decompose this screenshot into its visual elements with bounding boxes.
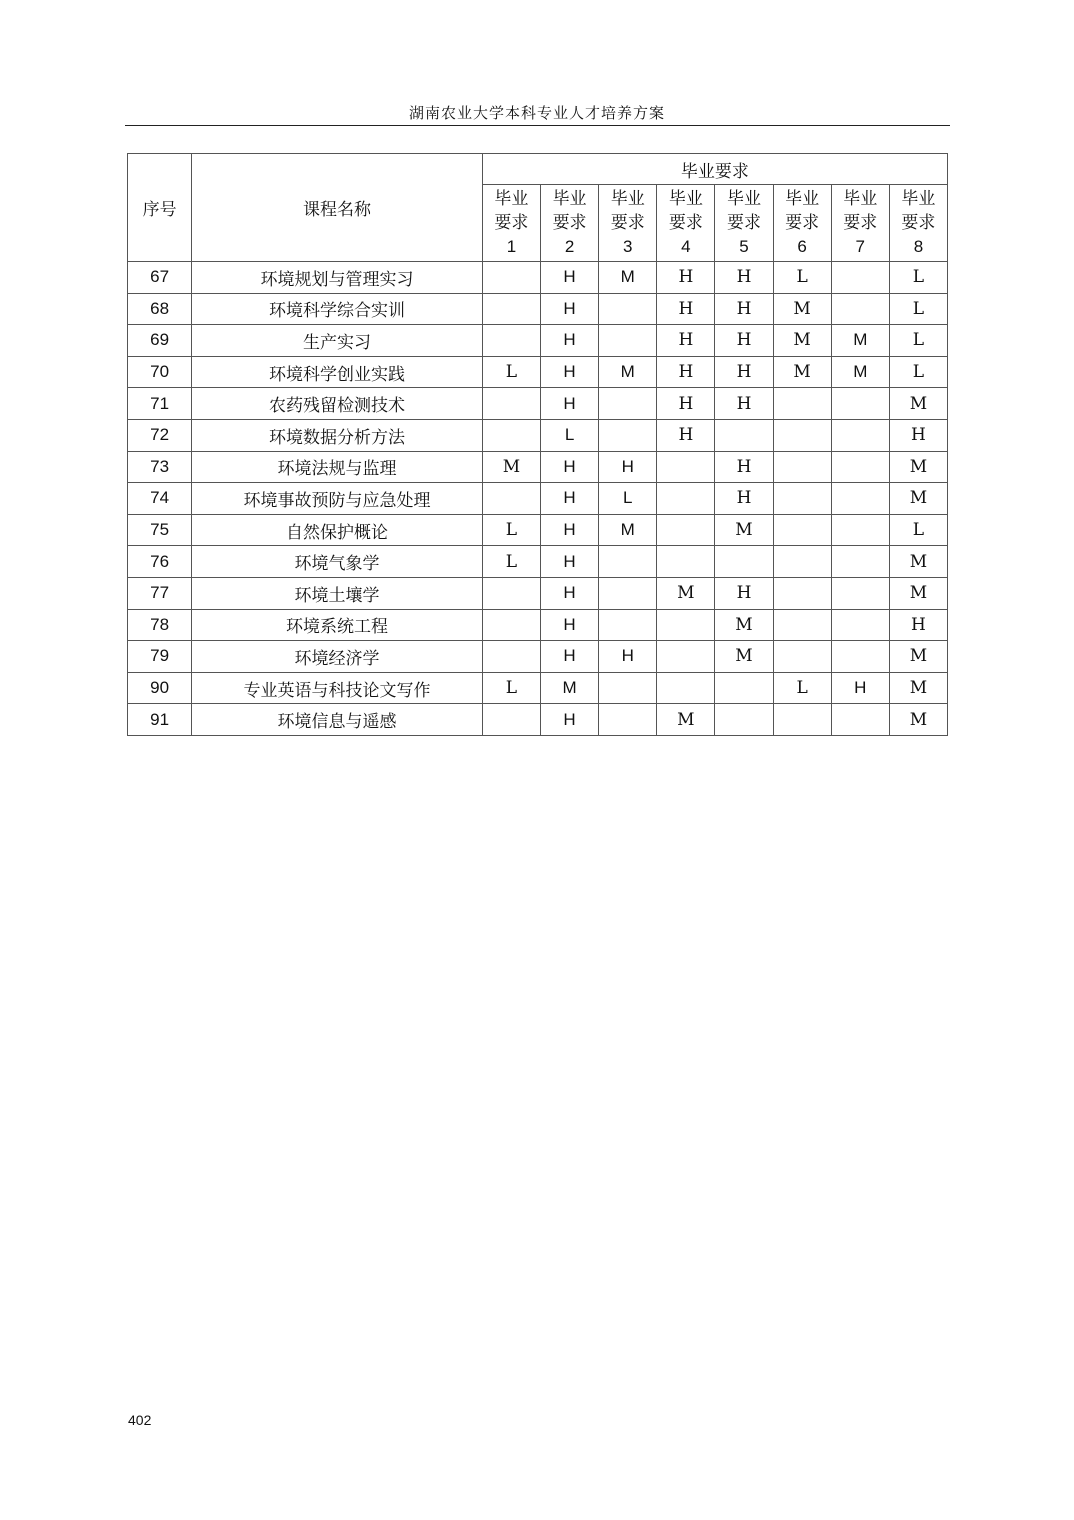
requirement-cell-2: H [541, 577, 599, 609]
requirement-cell-5 [715, 672, 773, 704]
requirement-cell-4 [657, 546, 715, 578]
requirement-cell-3 [599, 293, 657, 325]
table-row [128, 262, 948, 294]
requirement-cell-2: H [541, 388, 599, 420]
requirement-cell-1: L [482, 514, 540, 546]
requirement-cell-3: M [599, 356, 657, 388]
requirement-cell-3 [599, 704, 657, 736]
header-requirement-2 [541, 185, 599, 262]
requirement-cell-3: L [599, 483, 657, 515]
header-requirement-line: 毕业 [610, 189, 645, 209]
requirement-cell-7 [831, 514, 889, 546]
requirement-cell-1 [482, 483, 540, 515]
header-requirement-3 [599, 185, 657, 262]
requirement-cell-2: H [541, 356, 599, 388]
requirement-cell-7 [831, 293, 889, 325]
requirement-cell-6: L [773, 672, 831, 704]
header-requirement-line: 4 [681, 237, 691, 256]
row-course-name: 环境规划与管理实习 [192, 262, 483, 294]
requirement-cell-2: H [541, 293, 599, 325]
requirement-cell-6 [773, 514, 831, 546]
header-requirement-line: 8 [913, 237, 924, 256]
requirement-cell-6 [773, 641, 831, 673]
requirement-cell-4: M [657, 704, 715, 736]
requirement-cell-7: H [831, 672, 889, 704]
row-course-name: 环境经济学 [192, 641, 483, 673]
header-requirement-line: 要求 [843, 213, 878, 233]
requirement-cell-4 [657, 609, 715, 641]
requirement-cell-5: H [715, 293, 773, 325]
row-seq: 91 [128, 704, 192, 736]
requirement-cell-2: H [541, 704, 599, 736]
row-seq: 90 [128, 672, 192, 704]
row-seq: 72 [128, 419, 192, 451]
requirement-cell-2: H [541, 546, 599, 578]
requirement-cell-2: M [541, 672, 599, 704]
requirement-cell-3 [599, 419, 657, 451]
requirement-cell-2: H [541, 451, 599, 483]
requirement-cell-6: M [773, 325, 831, 357]
requirement-cell-2: H [541, 483, 599, 515]
table-row [128, 609, 948, 641]
requirement-cell-2: H [541, 325, 599, 357]
requirement-cell-8: M [889, 483, 947, 515]
requirement-cell-3 [599, 609, 657, 641]
header-requirement-1 [482, 185, 540, 262]
table-row [128, 451, 948, 483]
requirement-cell-3 [599, 546, 657, 578]
header-requirement-line: 要求 [494, 213, 529, 233]
requirement-cell-5: M [715, 514, 773, 546]
requirement-cell-3: H [599, 641, 657, 673]
requirement-cell-4 [657, 514, 715, 546]
page-number: 402 [128, 1412, 152, 1428]
requirement-cell-1 [482, 609, 540, 641]
requirement-cell-8: L [889, 293, 947, 325]
requirement-cell-5: H [715, 451, 773, 483]
requirement-cell-4: H [657, 262, 715, 294]
requirement-cell-4: H [657, 293, 715, 325]
requirement-cell-4 [657, 672, 715, 704]
row-seq: 76 [128, 546, 192, 578]
requirement-cell-5 [715, 704, 773, 736]
requirement-cell-6 [773, 704, 831, 736]
requirement-cell-7 [831, 388, 889, 420]
requirement-cell-2: H [541, 262, 599, 294]
row-seq: 67 [128, 262, 192, 294]
requirement-cell-8: M [889, 641, 947, 673]
table-row [128, 388, 948, 420]
requirement-cell-1 [482, 293, 540, 325]
requirement-cell-5: H [715, 388, 773, 420]
requirement-cell-6 [773, 419, 831, 451]
requirement-cell-1: M [482, 451, 540, 483]
header-requirement-line: 1 [506, 237, 517, 256]
requirement-cell-2: H [541, 514, 599, 546]
header-requirement-6 [773, 185, 831, 262]
requirement-cell-5: H [715, 356, 773, 388]
row-seq: 79 [128, 641, 192, 673]
header-requirement-line: 要求 [552, 213, 587, 233]
requirement-cell-8: H [889, 419, 947, 451]
row-course-name: 自然保护概论 [192, 514, 483, 546]
header-requirement-line: 3 [622, 237, 633, 256]
requirement-cell-4 [657, 483, 715, 515]
table-row [128, 704, 948, 736]
row-course-name: 环境法规与监理 [192, 451, 483, 483]
requirement-cell-6 [773, 388, 831, 420]
requirement-cell-8: M [889, 577, 947, 609]
requirement-cell-5: M [715, 609, 773, 641]
requirement-cell-6 [773, 577, 831, 609]
row-course-name: 生产实习 [192, 325, 483, 357]
requirement-cell-4: H [657, 325, 715, 357]
row-seq: 75 [128, 514, 192, 546]
requirement-cell-1: L [482, 546, 540, 578]
requirement-cell-7 [831, 609, 889, 641]
requirement-cell-1: L [482, 672, 540, 704]
requirement-cell-1 [482, 388, 540, 420]
row-course-name: 农药残留检测技术 [192, 388, 483, 420]
page-header-title: 湖南农业大学本科专业人才培养方案 [408, 104, 665, 122]
table-row [128, 419, 948, 451]
requirement-cell-8: L [889, 356, 947, 388]
header-seq: 序号 [128, 154, 192, 262]
row-seq: 68 [128, 293, 192, 325]
header-rule [125, 125, 950, 126]
row-seq: 77 [128, 577, 192, 609]
row-course-name: 环境土壤学 [192, 577, 483, 609]
requirement-cell-7 [831, 419, 889, 451]
header-requirement-7 [831, 185, 889, 262]
table-row [128, 577, 948, 609]
header-requirement-line: 要求 [668, 213, 703, 233]
requirement-cell-7 [831, 483, 889, 515]
requirement-cell-4 [657, 451, 715, 483]
requirement-cell-8: L [889, 262, 947, 294]
requirement-cell-5: M [715, 641, 773, 673]
table-row [128, 514, 948, 546]
requirement-cell-4: H [657, 419, 715, 451]
requirement-cell-1: L [482, 356, 540, 388]
row-seq: 71 [128, 388, 192, 420]
requirement-cell-3: H [599, 451, 657, 483]
requirement-cell-7: M [831, 325, 889, 357]
requirement-cell-6 [773, 546, 831, 578]
table-row [128, 483, 948, 515]
requirement-cell-4 [657, 641, 715, 673]
row-course-name: 环境科学创业实践 [192, 356, 483, 388]
row-course-name: 专业英语与科技论文写作 [192, 672, 483, 704]
requirement-cell-1 [482, 577, 540, 609]
requirement-cell-8: L [889, 325, 947, 357]
row-seq: 69 [128, 325, 192, 357]
header-requirement-line: 毕业 [494, 189, 529, 209]
header-requirement-8 [889, 185, 947, 262]
header-requirement-4 [657, 185, 715, 262]
requirement-cell-7 [831, 641, 889, 673]
requirement-cell-6 [773, 483, 831, 515]
requirement-cell-6 [773, 609, 831, 641]
header-requirement-line: 要求 [785, 213, 820, 233]
requirement-cell-4: M [657, 577, 715, 609]
header-course-name: 课程名称 [192, 154, 483, 262]
header-requirement-5 [715, 185, 773, 262]
requirement-cell-2: H [541, 641, 599, 673]
requirement-cell-3: M [599, 514, 657, 546]
requirement-cell-7 [831, 704, 889, 736]
requirement-cell-2: H [541, 609, 599, 641]
header-requirement-line: 毕业 [668, 189, 703, 209]
requirement-cell-8: M [889, 546, 947, 578]
row-seq: 73 [128, 451, 192, 483]
header-requirements-group: 毕业要求 [482, 154, 947, 185]
requirement-cell-3 [599, 388, 657, 420]
requirement-cell-8: M [889, 388, 947, 420]
requirement-cell-3: M [599, 262, 657, 294]
requirement-cell-3 [599, 325, 657, 357]
requirement-cell-4: H [657, 356, 715, 388]
row-seq: 78 [128, 609, 192, 641]
header-requirement-line: 毕业 [901, 189, 936, 209]
header-requirement-line: 5 [739, 237, 749, 256]
row-seq: 70 [128, 356, 192, 388]
requirements-matrix-table [127, 153, 948, 736]
table-row [128, 546, 948, 578]
row-seq: 74 [128, 483, 192, 515]
header-requirement-line: 7 [855, 237, 865, 256]
header-requirement-line: 毕业 [726, 189, 761, 209]
header-requirement-line: 要求 [726, 213, 761, 233]
header-requirement-line: 6 [797, 237, 807, 256]
requirement-cell-7 [831, 262, 889, 294]
row-course-name: 环境数据分析方法 [192, 419, 483, 451]
requirement-cell-8: M [889, 672, 947, 704]
requirement-cell-1 [482, 641, 540, 673]
table-row [128, 293, 948, 325]
header-requirement-line: 2 [564, 237, 575, 256]
requirement-cell-6: L [773, 262, 831, 294]
requirement-cell-5: H [715, 577, 773, 609]
row-course-name: 环境系统工程 [192, 609, 483, 641]
table-row [128, 672, 948, 704]
header-requirement-line: 毕业 [785, 189, 820, 209]
requirement-cell-5 [715, 419, 773, 451]
requirement-cell-7 [831, 577, 889, 609]
table-row [128, 356, 948, 388]
table-body [128, 262, 948, 736]
requirement-cell-5 [715, 546, 773, 578]
requirement-cell-8: M [889, 704, 947, 736]
row-course-name: 环境气象学 [192, 546, 483, 578]
requirement-cell-8: L [889, 514, 947, 546]
requirement-cell-3 [599, 672, 657, 704]
header-requirement-line: 要求 [901, 213, 936, 233]
row-course-name: 环境科学综合实训 [192, 293, 483, 325]
requirement-cell-5: H [715, 483, 773, 515]
requirement-cell-2: L [541, 419, 599, 451]
table-row [128, 325, 948, 357]
requirement-cell-5: H [715, 262, 773, 294]
requirement-cell-6 [773, 451, 831, 483]
header-requirement-line: 毕业 [552, 189, 587, 209]
requirement-cell-7 [831, 451, 889, 483]
row-course-name: 环境信息与遥感 [192, 704, 483, 736]
row-course-name: 环境事故预防与应急处理 [192, 483, 483, 515]
requirement-cell-6: M [773, 293, 831, 325]
table-row [128, 641, 948, 673]
requirement-cell-1 [482, 325, 540, 357]
header-requirement-line: 毕业 [843, 189, 878, 209]
requirement-cell-7: M [831, 356, 889, 388]
requirement-cell-5: H [715, 325, 773, 357]
requirement-cell-3 [599, 577, 657, 609]
requirement-cell-1 [482, 704, 540, 736]
requirement-cell-6: M [773, 356, 831, 388]
requirement-cell-4: H [657, 388, 715, 420]
requirement-cell-1 [482, 419, 540, 451]
requirement-cell-8: M [889, 451, 947, 483]
requirement-cell-8: H [889, 609, 947, 641]
requirement-cell-7 [831, 546, 889, 578]
header-requirement-line: 要求 [610, 213, 645, 233]
requirement-cell-1 [482, 262, 540, 294]
